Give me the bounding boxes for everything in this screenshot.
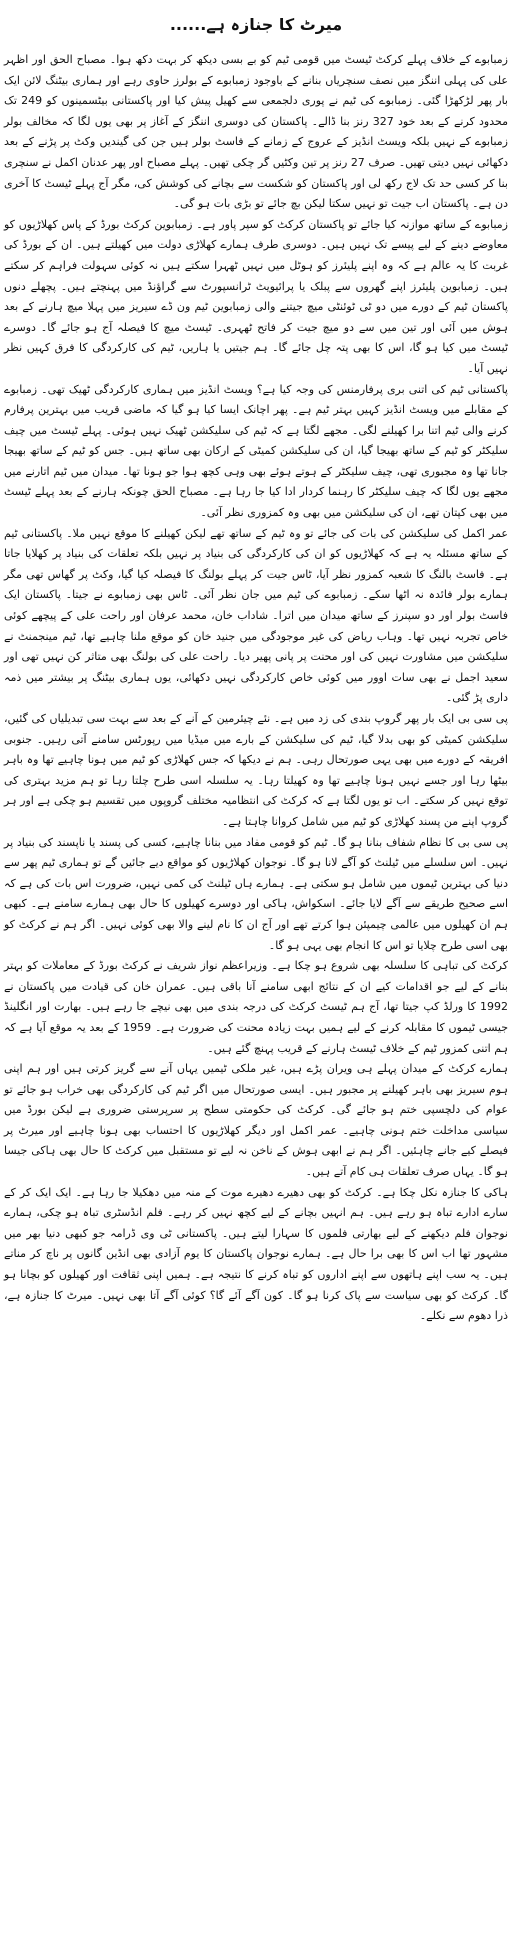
article-paragraph: ہمارے کرکٹ کے میدان پہلے ہی ویران پڑے ہیں، غیر ملکی ٹیمیں یہاں آنے سے گریز کرتی ہیں اور ہم اپنی ہوم سیریز بھی باہر کھیلنے پر مجبور ہیں۔ ایسی صورتحال میں اگر ٹیم کی کارکردگی بھی خراب ہو جائے تو عوام کی دلچسپی ختم ہو جائے گی۔ کرکٹ کی حکومتی سطح پر سرپرستی ضروری ہے لیکن بورڈ میں سیاسی مداخلت ختم ہونی چاہیے۔ عمر اکمل اور دیگر کھلاڑیوں کا احتساب بھی ہونا چاہیے اور میرٹ پر فیصلے کیے جانے چاہئیں۔ اگر ہم نے ابھی ہوش کے ناخن نہ لیے تو مستقبل میں کرکٹ کا حال بھی ہاکی جیسا ہو گا۔ یہاں صرف تعلقات ہی کام آتے ہیں۔	[4, 1062, 508, 1179]
article-paragraph: پی سی بی کا نظام شفاف بنانا ہو گا۔ ٹیم کو قومی مفاد میں بنانا چاہیے، کسی کی پسند یا ناپسند کی بنیاد پر نہیں۔ اس سلسلے میں ٹیلنٹ کو آگے لانا ہو گا۔ نوجوان کھلاڑیوں کو مواقع دیے جائیں گے تو ہماری ٹیم پھر سے دنیا کی بہترین ٹیموں میں شامل ہو سکتی ہے۔ ہمارے ہاں ٹیلنٹ کی کمی نہیں، ضرورت اس بات کی ہے کہ اسے صحیح طریقے سے آگے لایا جائے۔ اسکواش، ہاکی اور دوسرے کھیلوں کا حال بھی ہمارے سامنے ہے۔ کبھی ہم ان کھیلوں میں عالمی چیمپئن ہوا کرتے تھے اور آج ان کا نام لینے والا بھی کوئی نہیں۔ اگر ہم نے کرکٹ کو بھی اسی طرح چلایا تو اس کا انجام بھی یہی ہو گا۔	[4, 835, 508, 952]
article-body	[4, 50, 508, 1327]
article-paragraph: پی سی بی ایک بار پھر گروپ بندی کی زد میں ہے۔ نئے چیئرمین کے آنے کے بعد سے بہت سی تبدیلیاں کی گئیں، سلیکشن کمیٹی کو بھی بدلا گیا، ٹیم کی سلیکشن کے بارے میں میڈیا میں رپورٹس سامنے آتی رہیں۔ جنوبی افریقہ کے دورے میں بھی یہی صورتحال رہی۔ ہم نے دیکھا کہ جس کھلاڑی کو ٹیم میں ہونا چاہیے تھا وہ باہر بیٹھا رہا اور جسے نہیں ہونا چاہیے تھا وہ کھیلتا رہا۔ یہ سلسلہ اسی طرح چلتا رہا تو ہم مزید بہتری کی توقع نہیں کر سکتے۔ اب تو یوں لگتا ہے کہ کرکٹ کی انتظامیہ مختلف گروپوں میں تقسیم ہو چکی ہے اور ہر گروپ اپنے من پسند کھلاڑی کو ٹیم میں شامل کروانا چاہتا ہے۔	[4, 712, 508, 828]
article-paragraph: زمبابوے کے ساتھ موازنہ کیا جائے تو پاکستان کرکٹ کو سپر پاور ہے۔ زمبابوین کرکٹ بورڈ کے پاس کھلاڑیوں کو معاوضے دینے کے لیے پیسے تک نہیں ہیں۔ دوسری طرف ہمارے کھلاڑی دولت میں کھیلتے ہیں۔ ان کے بورڈ کی غربت کا یہ عالم ہے کہ وہ اپنے پلیئرز کو ہوٹل میں نہیں ٹھہرا سکتے ہیں نہ کوئی سہولت فراہم کر سکتے ہیں۔ زمبابوین پلیئرز اپنے گھروں سے پبلک یا پرائیویٹ ٹرانسپورٹ سے گراؤنڈ میں پہنچتے ہیں۔ پچھلے دنوں پاکستان ٹیم کے دورے میں دو ٹی ٹوئنٹی میچ جیتنے والی زمبابوین ٹیم ون ڈے سیریز میں پہلا میچ ہارنے کے بعد ہوش میں آئی اور تین میں سے دو میچ جیت کر فاتح ٹھہری۔ ٹیسٹ میچ کا فیصلہ آج ہو جائے گا۔ دوسرے ٹیسٹ میں کیا ہو گا، اس کا بھی پتہ چل جائے گا۔ ہم جیتیں یا ہاریں، ٹیم کی کارکردگی کا فرق کہیں نظر نہیں آیا۔	[4, 217, 508, 375]
article-paragraph: پاکستانی ٹیم کی اتنی بری پرفارمنس کی وجہ کیا ہے؟ ویسٹ انڈیز میں ہماری کارکردگی ٹھیک تھی۔ زمبابوے کے مقابلے میں ویسٹ انڈیز کہیں بہتر ٹیم ہے۔ پھر اچانک ایسا کیا ہو گیا کہ ماضی قریب میں بہترین پرفارم کرنے والی ٹیم اتنا برا کھیلنے لگی۔ مجھے لگتا ہے کہ ٹیم کی سلیکشن ٹھیک نہیں ہوئی۔ پہلے ٹیسٹ میں چیف سلیکٹر کو ٹیم کے ساتھ بھیجا گیا، ان کی سلیکشن کمیٹی کے ارکان بھی ساتھ ہیں۔ جس کو ٹیم کے ساتھ بھیجا جانا تھا وہ مجبوری تھی، چیف سلیکٹر کے ہوتے ہوئے بھی وہی کچھ ہوا جو ہونا تھا۔ میدان میں ٹیم اتارنے میں مجھے یوں لگا کہ چیف سلیکٹر کا رہنما کردار ادا کیا جا رہا ہے۔ مصباح الحق چونکہ ہارنے کے بعد پہلے ٹیسٹ میں بھی کپتان تھے، ان کی سلیکشن میں بھی وہ کمزوری نظر آئی۔	[4, 382, 508, 520]
article-paragraph: ہاکی کا جنازہ نکل چکا ہے۔ کرکٹ کو بھی دھیرے دھیرے موت کے منہ میں دھکیلا جا رہا ہے۔ ایک ایک کر کے سارے ادارے تباہ ہو رہے ہیں۔ ہم انہیں بچانے کے لیے کچھ نہیں کر رہے۔ فلم انڈسٹری تباہ ہو چکی، ہمارے نوجوان فلم دیکھنے کے لیے بھارتی فلموں کا سہارا لیتے ہیں۔ پاکستانی ٹی وی ڈرامہ جو کبھی دنیا بھر میں مشہور تھا اب اس کا بھی برا حال ہے۔ ہمارے نوجوان پاکستان کا یوم آزادی بھی انڈین گانوں پر ناچ کر مناتے ہیں۔ یہ سب اپنے ہاتھوں سے اپنے اداروں کو تباہ کرنے کا نتیجہ ہے۔ ہمیں اپنی ثقافت اور کھیلوں کو بچانا ہو گا۔ کرکٹ کو بھی سیاست سے پاک کرنا ہو گا۔ کون آگے آئے گا؟ کوئی آگے آتا بھی نہیں۔ میرٹ کا جنازہ ہے، ذرا دھوم سے نکلے۔	[4, 1185, 508, 1323]
article-paragraph: عمر اکمل کی سلیکشن کی بات کی جائے تو وہ ٹیم کے ساتھ تھے لیکن کھیلنے کا موقع نہیں ملا۔ پاکستانی ٹیم کے ساتھ مسئلہ یہ ہے کہ کھلاڑیوں کو ان کی کارکردگی کی بنیاد پر نہیں بلکہ تعلقات کی بنیاد پر کھلایا جاتا ہے۔ فاسٹ بالنگ کا شعبہ کمزور نظر آیا، ٹاس جیت کر پہلے بولنگ کا فیصلہ کیا گیا، وکٹ پر گھاس تھی مگر ہمارے بولر فائدہ نہ اٹھا سکے۔ زمبابوے کی ٹیم میں جان نظر آئی۔ ٹاس بھی زمبابوے نے جیتا۔ پاکستان ایک فاسٹ بولر اور دو سپنرز کے ساتھ میدان میں اترا۔ شاداب خان، محمد عرفان اور راحت علی کے پیچھے کوئی خاص تجربہ نہیں تھا۔ وہاب ریاض کی غیر موجودگی میں جنید خان کو موقع ملنا چاہیے تھا، ٹیم مینجمنٹ نے سلیکشن میں مشاورت نہیں کی اور محنت پر پانی پھیر دیا۔ راحت علی کی بولنگ بھی متاثر کن نہیں تھی اور سعید اجمل نے بھی سات اوور میں کوئی خاص کارکردگی نہیں دکھائی، یوں ہماری بیٹنگ پر بیشتر میں ذمہ داری پڑ گئی۔	[4, 526, 508, 705]
article-paragraph: زمبابوے کے خلاف پہلے کرکٹ ٹیسٹ میں قومی ٹیم کو بے بسی دیکھ کر بہت دکھ ہوا۔ مصباح الحق اور اظہر علی کی پہلی اننگز میں نصف سنچریاں بنانے کے باوجود زمبابوے کے بولرز حاوی رہے اور ہماری بیٹنگ لائن ایک بار پھر لڑکھڑا گئی۔ زمبابوے کی ٹیم نے پوری دلجمعی سے کھیل پیش کیا اور پاکستانی بیٹسمینوں کو 249 تک محدود کرنے کے بعد خود 327 رنز بنا ڈالے۔ پاکستان کی دوسری اننگز کے آغاز پر بھی یوں لگا کہ مخالف بولر زمبابوے کے نہیں بلکہ ویسٹ انڈیز کے عروج کے زمانے کے فاسٹ بولر ہیں جن کی گیندیں وکٹ پر پڑنے کے بعد دکھائی نہیں دیتی تھیں۔ صرف 27 رنز پر تین وکٹیں گر چکی تھیں۔ پہلے مصباح اور پھر عدنان اکمل نے سنچری بنا کر کسی حد تک لاج رکھ لی اور پاکستان کو شکست سے بچانے کی کوشش کی، مگر آج پہلے ٹیسٹ کا آخری دن ہے۔ پاکستان اب جیت تو نہیں سکتا لیکن بچ جائے تو بڑی بات ہو گی۔	[4, 53, 508, 211]
article-paragraph: کرکٹ کی تباہی کا سلسلہ بھی شروع ہو چکا ہے۔ وزیراعظم نواز شریف نے کرکٹ بورڈ کے معاملات کو بہتر بنانے کے لیے جو اقدامات کیے ان کے نتائج ابھی سامنے آنا باقی ہیں۔ عمران خان کی قیادت میں پاکستان نے 1992 کا ورلڈ کپ جیتا تھا، آج ہم ٹیسٹ کرکٹ کی درجہ بندی میں بھی نیچے جا رہے ہیں۔ بھارت اور انگلینڈ جیسی ٹیموں کا مقابلہ کرنے کے لیے ہمیں بہت زیادہ محنت کی ضرورت ہے۔ 1959 کے بعد یہ موقع آیا ہے کہ ہم اتنی کمزور ٹیم کے خلاف ٹیسٹ ہارنے کے قریب پہنچ گئے ہیں۔	[4, 959, 509, 1055]
article-headline: میرٹ کا جنازہ ہے......	[169, 15, 343, 34]
